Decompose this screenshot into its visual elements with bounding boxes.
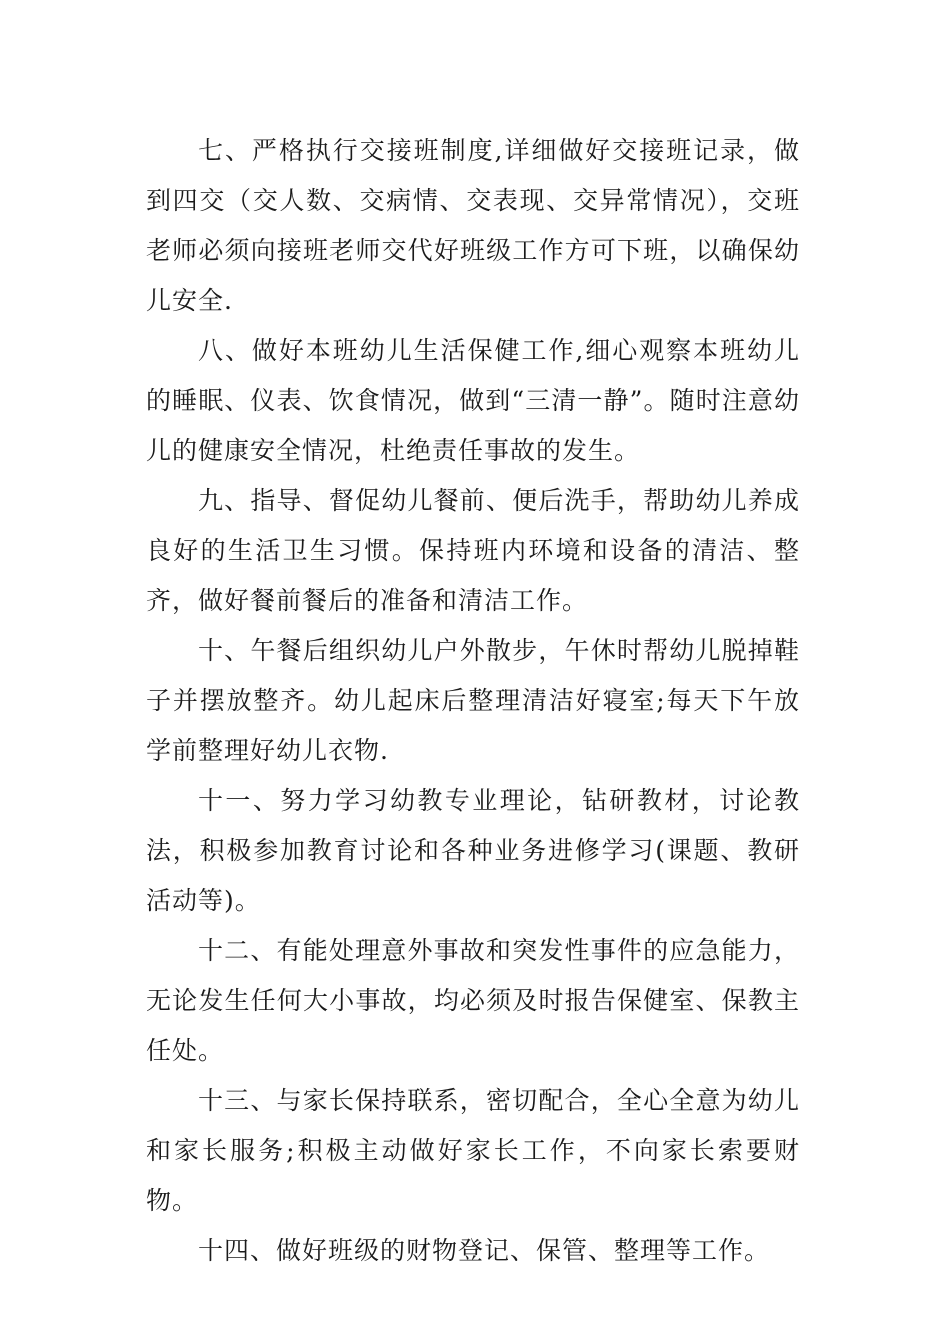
paragraph-14: 十四、做好班级的财物登记、保管、整理等工作。 — [198, 1236, 771, 1265]
document-body — [146, 126, 800, 1276]
paragraph-8: 八、做好本班幼儿生活保健工作,细心观察本班幼儿的睡眠、仪表、饮食情况，做到“三清一静”。随时注意幼儿的健康安全情况，杜绝责任事故的发生。 — [146, 336, 800, 465]
paragraph-11: 十一、努力学习幼教专业理论，钻研教材，讨论教法，积极参加教育讨论和各种业务进修学习(课题、教研活动等)。 — [146, 786, 800, 915]
paragraph-12: 十二、有能处理意外事故和突发性事件的应急能力，无论发生任何大小事故，均必须及时报告保健室、保教主任处。 — [146, 936, 800, 1065]
paragraph-10: 十、午餐后组织幼儿户外散步，午休时帮幼儿脱掉鞋子并摆放整齐。幼儿起床后整理清洁好寝室;每天下午放学前整理好幼儿衣物. — [146, 636, 800, 765]
paragraph-13: 十三、与家长保持联系，密切配合，全心全意为幼儿和家长服务;积极主动做好家长工作，不向家长索要财物。 — [146, 1086, 800, 1215]
paragraph-7: 七、严格执行交接班制度,详细做好交接班记录，做到四交（交人数、交病情、交表现、交异常情况），交班老师必须向接班老师交代好班级工作方可下班，以确保幼儿安全. — [146, 136, 800, 315]
paragraph-9: 九、指导、督促幼儿餐前、便后洗手，帮助幼儿养成良好的生活卫生习惯。保持班内环境和设备的清洁、整齐，做好餐前餐后的准备和清洁工作。 — [146, 486, 800, 615]
